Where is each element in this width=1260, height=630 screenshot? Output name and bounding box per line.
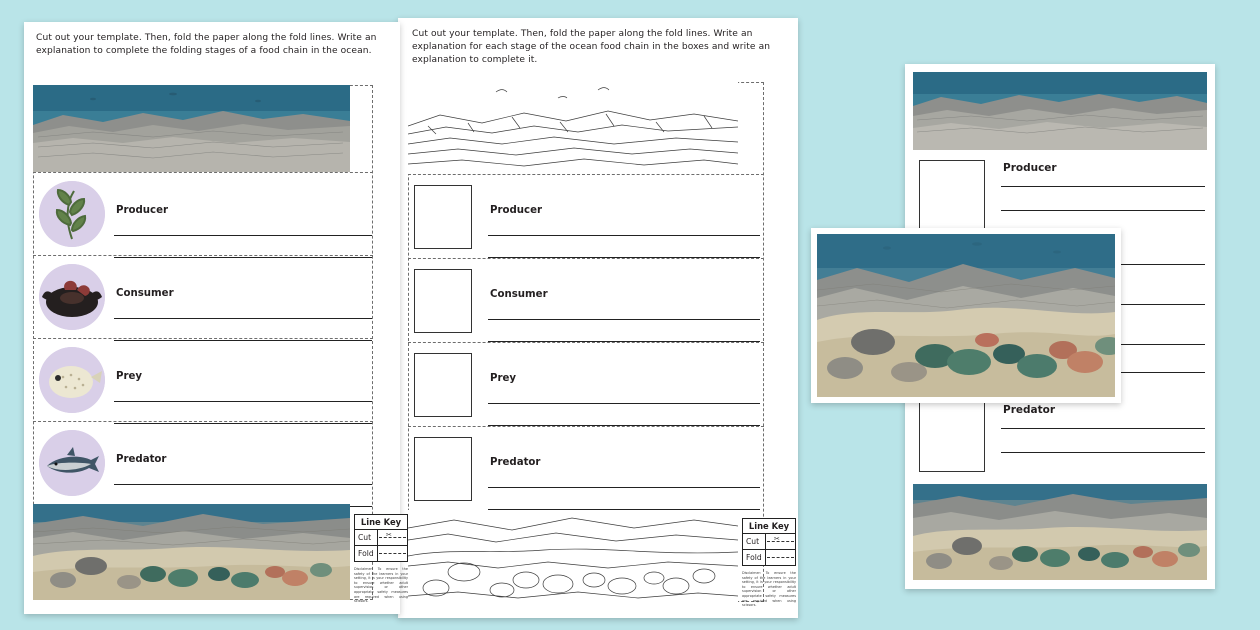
seaweed-illustration: [39, 181, 105, 247]
line-key-color: [354, 514, 408, 562]
dashed-line-icon: [766, 550, 795, 565]
writing-line[interactable]: [488, 487, 760, 488]
thumb-predator-box[interactable]: [919, 402, 985, 472]
thumb-front-scene: [817, 234, 1115, 397]
line-key-bw-cut-label: Cut: [743, 534, 766, 549]
writing-line[interactable]: [1001, 210, 1205, 211]
shark-illustration: [39, 430, 105, 496]
writing-line[interactable]: [488, 235, 760, 236]
worksheet-bw-instructions: Cut out your template. Then, fold the paper along the fold lines. Write an explanation for each stage of the ocean food chain in the boxes and write an explanation to complete it.: [412, 29, 771, 66]
row-producer-bw: [408, 174, 764, 258]
thumbnail-seabed-front[interactable]: [811, 228, 1121, 403]
line-key-bw-fold-label: Fold: [743, 550, 766, 565]
disclaimer-color: Disclaimer: To ensure the safety of the learners in your setting, it is your responsibility to ensure whether adult supervision or other appropriate safety measures are required when using scissors.: [354, 567, 408, 604]
thumb-scene-top: [913, 72, 1207, 150]
row-consumer-bw-label: Consumer: [490, 289, 548, 300]
consumer-drawing-box[interactable]: [414, 269, 472, 333]
row-producer-bw-label: Producer: [490, 205, 543, 216]
producer-drawing-box[interactable]: [414, 185, 472, 249]
row-consumer-bw: [408, 258, 764, 342]
writing-line[interactable]: [1001, 186, 1205, 187]
scissors-dashed-line-icon: [378, 530, 407, 545]
line-key-row-cut: [355, 530, 407, 546]
writing-line[interactable]: [114, 484, 372, 485]
row-prey-bw: [408, 342, 764, 426]
writing-line[interactable]: [1001, 428, 1205, 429]
worksheet-color-instructions: Cut out your template. Then, fold the paper along the fold lines. Write an explanation to complete the folding stages of a food chain in the ocean.: [36, 33, 377, 57]
row-predator: [33, 421, 373, 504]
line-key-fold-label: Fold: [355, 546, 378, 561]
pufferfish-illustration: [39, 347, 105, 413]
line-key-row-fold: [355, 546, 407, 561]
row-consumer: [33, 255, 373, 338]
line-key-bw: [742, 518, 796, 566]
row-predator-bw-label: Predator: [490, 457, 541, 468]
scene-ocean-surface: [33, 85, 350, 172]
scene-ocean-surface-lineart: [408, 82, 738, 174]
crab-illustration: [39, 264, 105, 330]
line-key-bw-row-fold: [743, 550, 795, 565]
line-key-bw-row-cut: [743, 534, 795, 550]
row-prey: [33, 338, 373, 421]
worksheet-color[interactable]: [24, 22, 408, 614]
row-predator-bw: [408, 426, 764, 510]
thumb-scene-bottom: [913, 484, 1207, 580]
thumb-producer-label: Producer: [1003, 162, 1057, 174]
row-prey-bw-label: Prey: [490, 373, 517, 384]
thumb-producer-box[interactable]: [919, 160, 985, 230]
scene-ocean-seabed-lineart: [408, 510, 738, 602]
line-key-cut-label: Cut: [355, 530, 378, 545]
predator-drawing-box[interactable]: [414, 437, 472, 501]
worksheet-blackwhite[interactable]: [398, 18, 798, 618]
row-producer-label: Producer: [116, 205, 169, 216]
writing-line[interactable]: [114, 401, 372, 402]
writing-line[interactable]: [488, 319, 760, 320]
thumb-predator-label: Predator: [1003, 404, 1056, 416]
row-prey-label: Prey: [116, 371, 143, 382]
dashed-line-icon: [378, 546, 407, 561]
scissors-dashed-line-icon: [766, 534, 795, 549]
scene-ocean-seabed: [33, 504, 350, 600]
writing-line[interactable]: [114, 318, 372, 319]
row-consumer-label: Consumer: [116, 288, 174, 299]
prey-drawing-box[interactable]: [414, 353, 472, 417]
line-key-title: Line Key: [355, 515, 407, 530]
writing-line[interactable]: [1001, 452, 1205, 453]
row-producer: [33, 172, 373, 255]
row-predator-label: Predator: [116, 454, 167, 465]
line-key-bw-title: Line Key: [743, 519, 795, 534]
writing-line[interactable]: [114, 235, 372, 236]
writing-line[interactable]: [488, 403, 760, 404]
disclaimer-bw: Disclaimer: To ensure the safety of the learners in your setting, it is your responsibility to ensure whether adult supervision or other appropriate safety measures are required when using scissors.: [742, 571, 796, 608]
